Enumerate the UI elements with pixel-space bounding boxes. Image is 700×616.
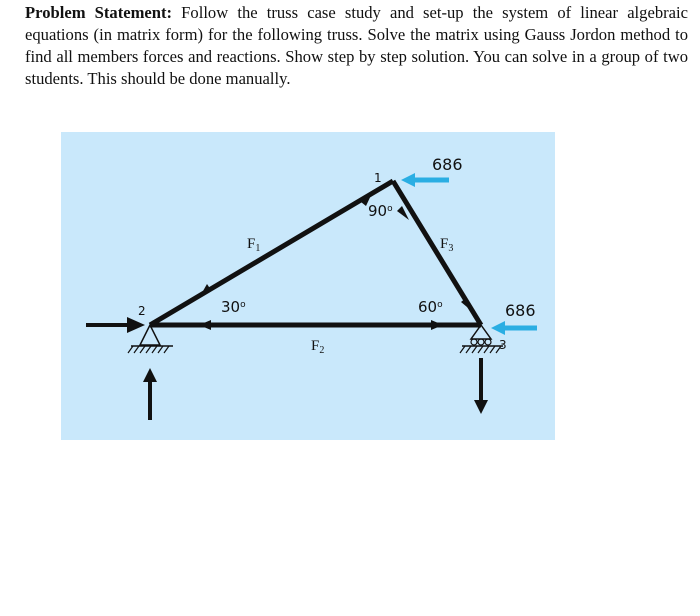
truss-figure [61, 132, 555, 440]
angle-label-left: 30$^o$ [221, 298, 246, 316]
angle-label-top: 90$^o$ [368, 202, 393, 220]
problem-statement [25, 2, 688, 90]
node-label-3: 3 [499, 338, 507, 352]
member-label-f3: $F_3$ [440, 236, 454, 254]
node-label-2: 2 [138, 304, 146, 318]
problem-statement-label: Problem Statement: [25, 3, 173, 22]
load-label-top: 686 [432, 155, 463, 174]
truss-diagram [61, 132, 555, 440]
node-label-1: 1 [374, 171, 382, 185]
member-label-f1: $F_1$ [247, 236, 261, 254]
load-label-right: 686 [505, 301, 536, 320]
member-label-f2: $F_2$ [311, 338, 325, 356]
problem-statement-text: Follow the truss case study and set-up the system of linear algebraic equations (in matrix form) for the following truss. Solve the matrix using Gauss Jordon method to find all members forces and reactions. Show step by step solution. You can solve in a group of two students. This should be done manually. [25, 3, 688, 88]
angle-label-right: 60$^o$ [418, 298, 443, 316]
